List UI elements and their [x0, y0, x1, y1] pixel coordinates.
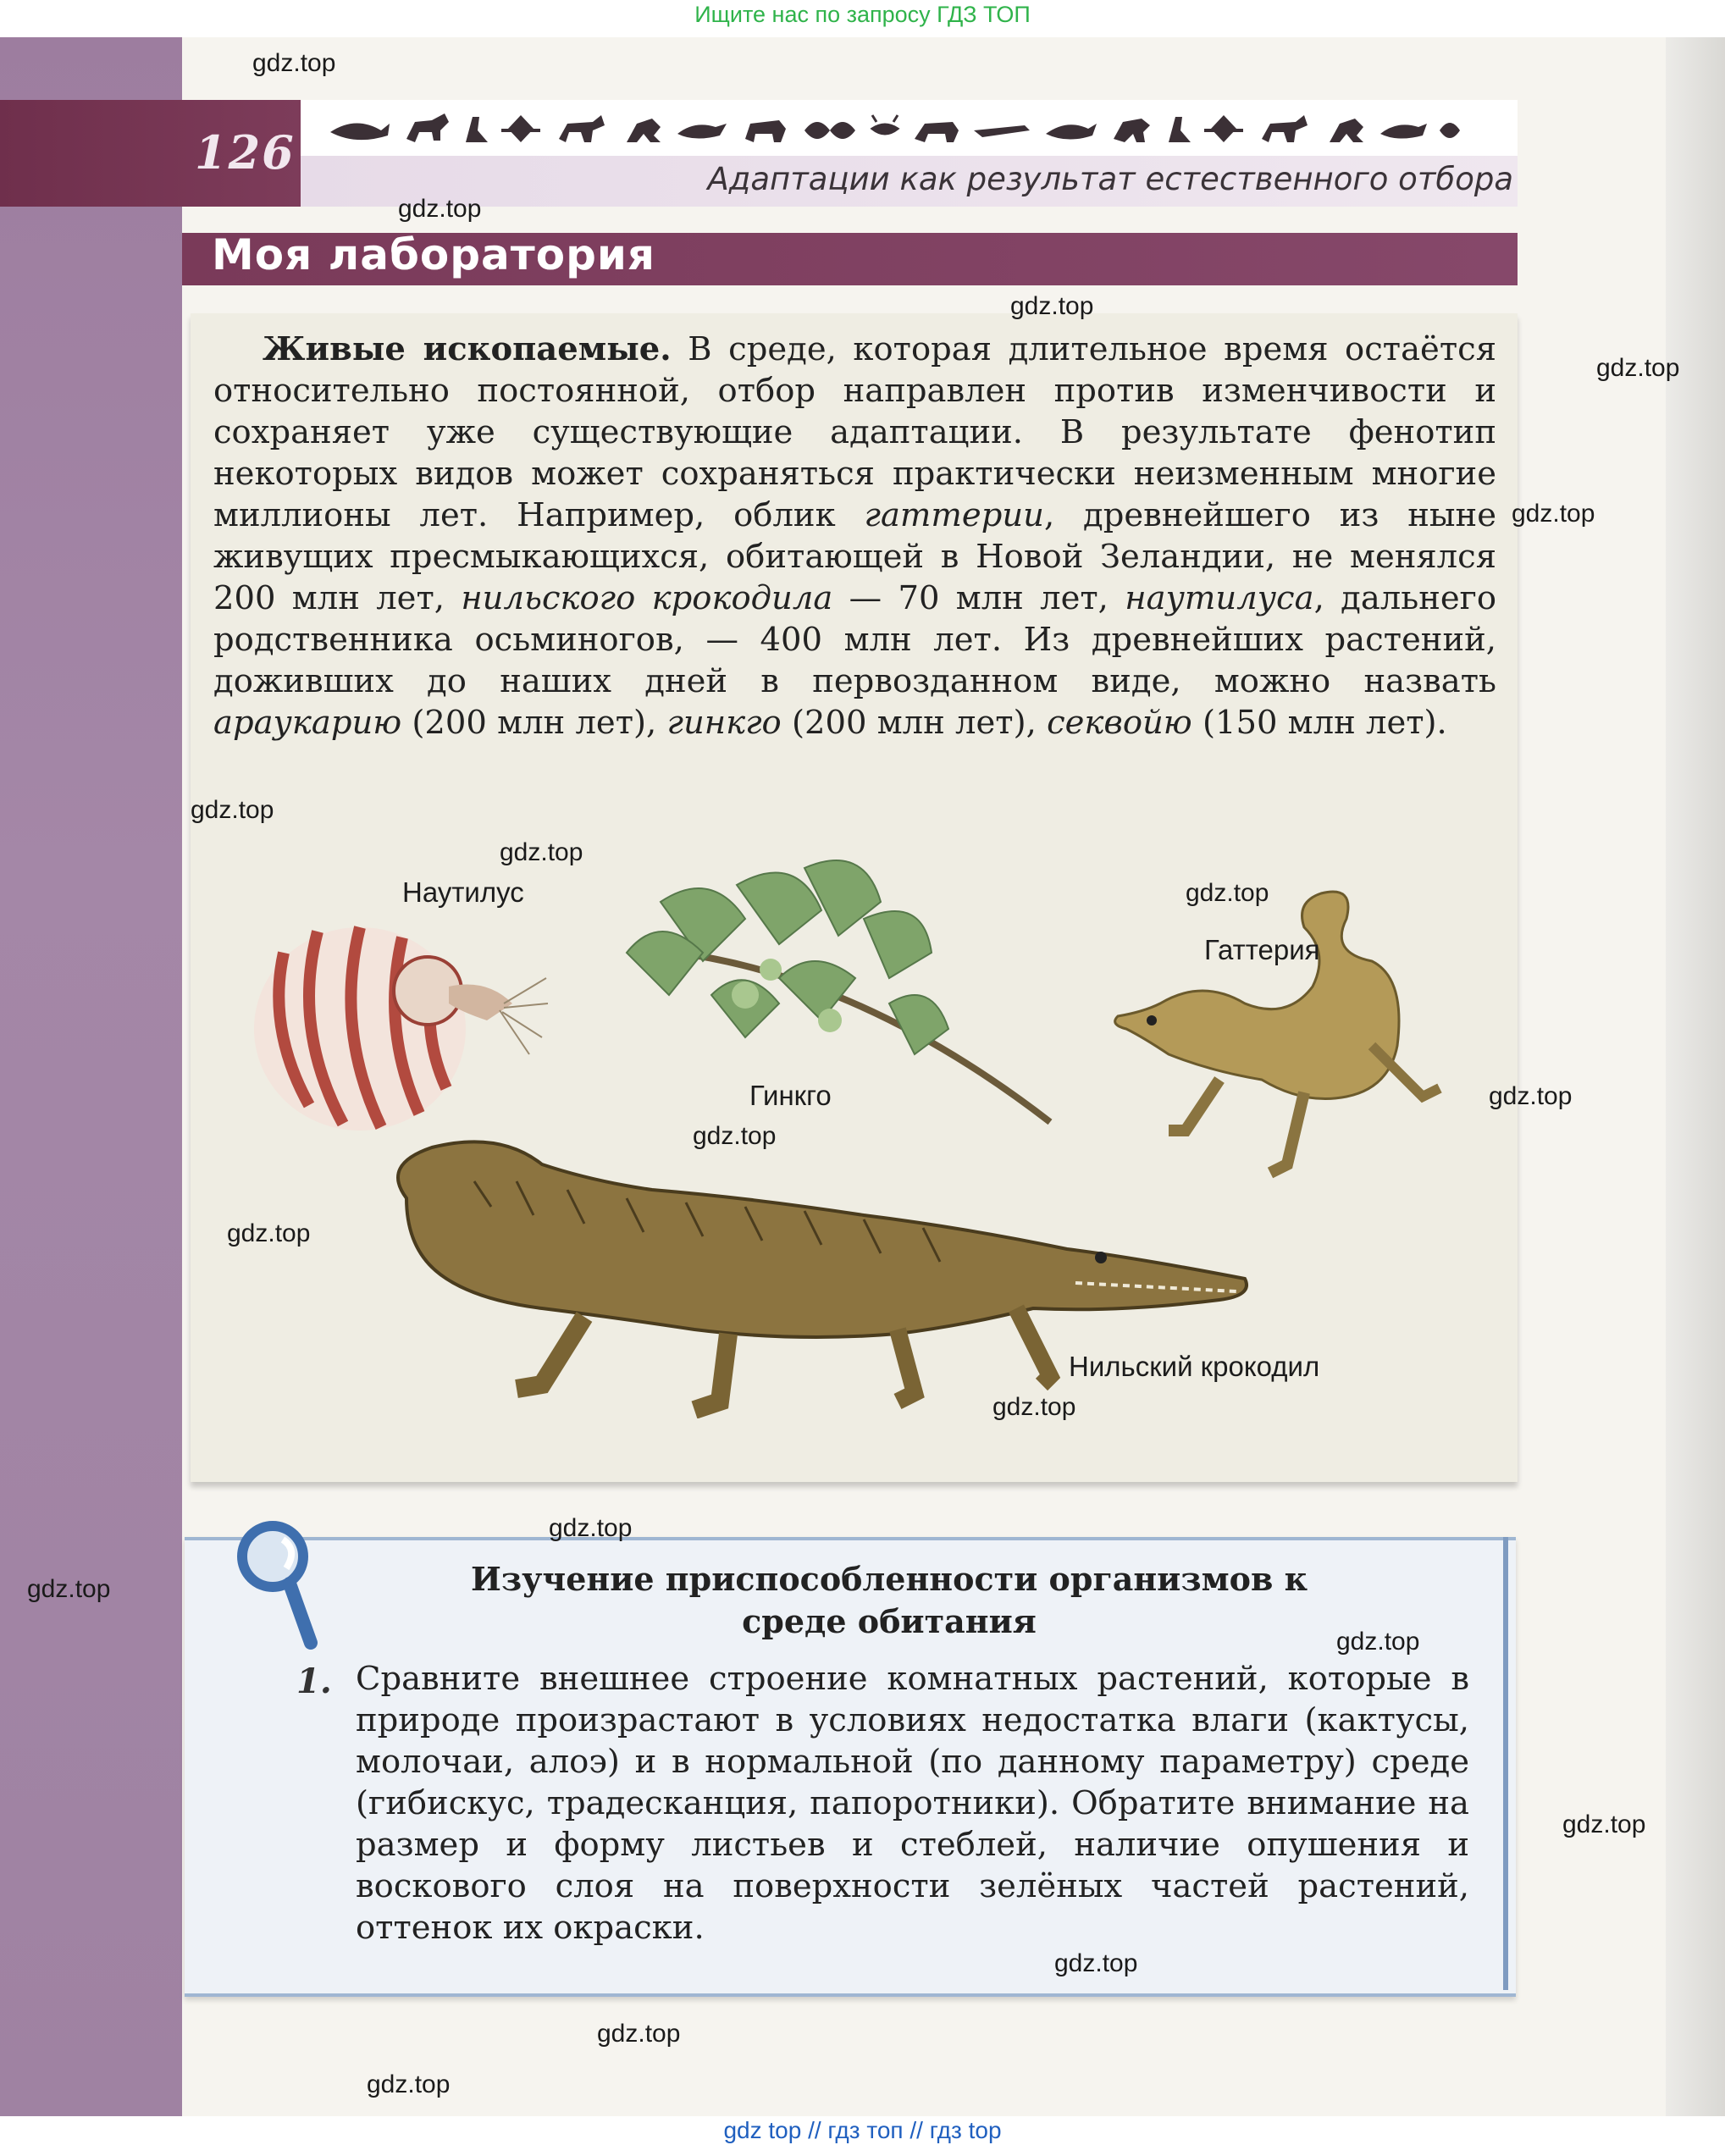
watermark: gdz.top [398, 195, 482, 223]
magnifier-icon [230, 1516, 323, 1651]
lab-text-part: , дальнего родственника осьминогов, — 400 млн лет. Из древнейших растений, доживших до наших дней в первозданном виде, можно назвать [213, 579, 1496, 700]
lab-term: секвойю [1047, 704, 1192, 742]
lab-text-part: В среде, которая длительное время остаётся относительно постоянной, отбор направлен против изменчивости и сохраняет уже существующие адаптации. В результате фенотип некоторых видов может сохраняться практически неизменным многие миллионы лет. Например, облик [213, 330, 1496, 534]
lab-text-part: (150 млн лет). [1191, 704, 1447, 742]
lab-text-part: (200 млн лет), [781, 704, 1048, 742]
lab-term: нильского крокодила [461, 579, 833, 617]
label-crocodile: Нильский крокодил [1069, 1351, 1320, 1382]
lab-term: гаттерии [864, 496, 1044, 534]
watermark: gdz.top [693, 1122, 777, 1150]
label-ginkgo: Гинкго [749, 1080, 832, 1111]
task-text: Сравните внешнее строение комнатных растений, которые в природе произрастают в условиях недостатка влаги (кактусы, молочаи, алоэ) и в нормальной (по данному параметру) среде (гибискус, традесканция, папоротники). Обратите внимание на размер и форму листьев и стеблей, наличие опушения и воскового слоя на поверхности зелёных частей растений, оттенок их окраски. [356, 1660, 1469, 1947]
watermark: gdz.top [1186, 879, 1269, 907]
watermark: gdz.top [227, 1219, 311, 1247]
watermark: gdz.top [549, 1514, 633, 1542]
study-title: Изучение приспособленности организмов к среде обитания [470, 1560, 1308, 1640]
watermark: gdz.top [992, 1393, 1076, 1421]
study-box-border [1503, 1537, 1508, 1990]
lab-term: гинкго [666, 704, 782, 742]
lab-text-part: , древнейшего из ныне живущих пресмыкающихся, обитающей в Новой Зеландии, не менялся 200 млн лет, [213, 496, 1496, 617]
label-nautilus: Наутилус [402, 876, 524, 908]
watermark: gdz.top [27, 1575, 111, 1603]
page-number: 126 [195, 125, 296, 180]
page-edge [1666, 37, 1725, 2116]
bottom-banner[interactable]: gdz top // гдз топ // гдз top [723, 2117, 1002, 2143]
top-banner[interactable]: Ищите нас по запросу ГДЗ ТОП [694, 2, 1031, 27]
watermark: gdz.top [1489, 1082, 1573, 1110]
watermark: gdz.top [1596, 354, 1680, 382]
watermark: gdz.top [1010, 292, 1094, 320]
left-color-strip [0, 37, 182, 2116]
lab-term: наутилуса [1125, 579, 1314, 617]
watermark: gdz.top [597, 2020, 681, 2048]
label-tuatara: Гаттерия [1204, 934, 1320, 965]
watermark: gdz.top [1336, 1628, 1420, 1656]
lab-lead: Живые ископаемые. [263, 330, 672, 368]
lab-paragraph [213, 329, 1496, 744]
watermark: gdz.top [252, 49, 336, 77]
animal-silhouettes-icon [322, 105, 1473, 152]
watermark: gdz.top [367, 2070, 451, 2098]
lab-text-part: (200 млн лет), [401, 704, 667, 742]
watermark: gdz.top [1054, 1949, 1138, 1977]
watermark: gdz.top [1512, 500, 1595, 528]
watermark: gdz.top [500, 838, 583, 866]
ginkgo-illustration [610, 851, 1084, 1139]
lab-term: араукарию [213, 704, 402, 742]
running-head: Адаптации как результат естественного отбора [707, 161, 1513, 197]
watermark: gdz.top [191, 796, 274, 824]
watermark: gdz.top [1562, 1810, 1646, 1838]
nautilus-illustration [233, 902, 555, 1147]
task-number: 1. [296, 1661, 332, 1701]
lab-text-part: — 70 млн лет, [832, 579, 1125, 617]
section-title: Моя лаборатория [212, 230, 656, 279]
